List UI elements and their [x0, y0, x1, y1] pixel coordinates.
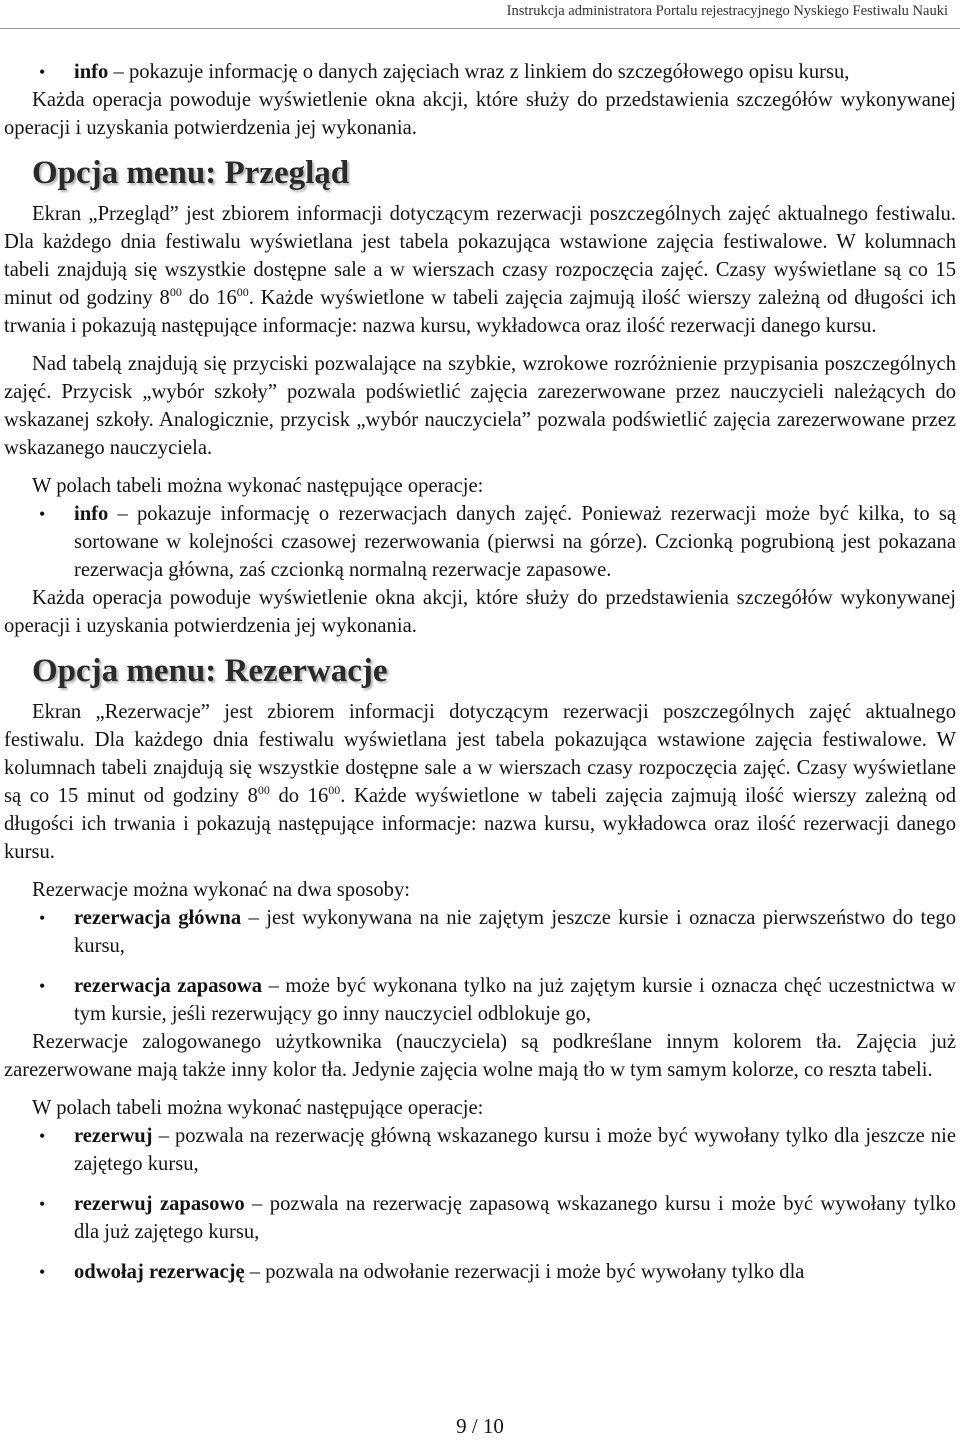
operation-description: – może być wykonana tylko na już zajętym kursie i oznacza chęć uczestnictwa w tym kursie, jeśli rezerwujący go inny nauczyciel odblokuje go, [74, 975, 956, 1025]
page-number: 9 / 10 [456, 1414, 504, 1438]
paragraph: Ekran „Przegląd” jest zbiorem informacji dotyczącym rezerwacji poszczególnych zajęć aktualnego festiwalu. Dla każdego dnia festiwalu wyświetlana jest tabela pokazująca wstawione zajęcia festiwalowe. W kolumnach tabeli znajdują się wszystkie dostępne sale a w wierszach czasy rozpoczęcia zajęć. Czasy wyświetlane są co 15 minut od godziny $8^{00}$ do $16^{00}$. Każde wyświetlone w tabeli zajęcia zajmują ilość wierszy zależną od długości ich trwania i pokazują następujące informacje: nazwa kursu, wykładowca oraz ilość rezerwacji danego kursu. [4, 203, 956, 337]
przeglad-operations-list [4, 500, 956, 584]
operation-term: info [74, 503, 109, 525]
section-heading-rezerwacje: Opcja menu: Rezerwacje [32, 653, 388, 689]
list-item [4, 1122, 956, 1178]
paragraph: Ekran „Rezerwacje” jest zbiorem informacji dotyczącym rezerwacji poszczególnych zajęć aktualnego festiwalu. Dla każdego dnia festiwalu wyświetlana jest tabela pokazująca wstawione zajęcia festiwalowe. W kolumnach tabeli znajdują się wszystkie dostępne sale a w wierszach czasy rozpoczęcia zajęć. Czasy wyświetlane są co 15 minut od godziny $8^{00}$ do $16^{00}$. Każde wyświetlone w tabeli zajęcia zajmują ilość wierszy zależną od długości ich trwania i pokazują następujące informacje: nazwa kursu, wykładowca oraz ilość rezerwacji danego kursu. [4, 701, 957, 863]
bullet-icon: • [39, 1262, 46, 1282]
operation-description: – pozwala na rezerwację główną wskazanego kursu i może być wywołany tylko dla jeszcze nie zajętego kursu, [74, 1125, 956, 1175]
rezerwacje-operations-list [4, 1122, 956, 1286]
operation-description: – jest wykonywana na nie zajętym jeszcze kursie i oznacza pierwszeństwo do tego kursu, [74, 907, 956, 957]
bullet-icon: • [39, 976, 46, 996]
paragraph: Każda operacja powoduje wyświetlenie okna akcji, które służy do przedstawienia szczegółów wykonywanej operacji i uzyskania potwierdzenia jej wykonania. [4, 89, 956, 139]
document-title: Instrukcja administratora Portalu rejestracyjnego Nyskiego Festiwalu Nauki [506, 3, 948, 19]
operation-description: – pozwala na rezerwację zapasową wskazanego kursu i może być wywołany tylko dla już zajętego kursu, [74, 1193, 956, 1243]
list-item [4, 1258, 956, 1286]
bullet-icon: • [39, 908, 46, 928]
bullet-icon: • [39, 1126, 46, 1146]
top-bullet-list [4, 58, 956, 86]
operation-term: info [74, 61, 109, 83]
paragraph: Rezerwacje można wykonać na dwa sposoby: [32, 879, 410, 901]
operation-term: odwołaj rezerwację [74, 1261, 245, 1283]
bullet-icon: • [39, 62, 46, 82]
operation-term: rezerwuj [74, 1125, 153, 1147]
paragraph: Nad tabelą znajdują się przyciski pozwalające na szybkie, wzrokowe rozróżnienie przypisania poszczególnych zajęć. Przycisk „wybór szkoły” pozwala podświetlić zajęcia zarezerwowane przez nauczycieli należących do wskazanej szkoły. Analogicznie, przycisk „wybór nauczyciela” pozwala podświetlić zajęcia zarezerwowane przez wskazanego nauczyciela. [4, 353, 956, 459]
list-item [4, 972, 956, 1028]
operation-description: – pokazuje informację o rezerwacjach danych zajęć. Ponieważ rezerwacji może być kilka, to są sortowane w kolejności czasowej rezerwowania (pierwsi na górze). Czcionką pogrubioną jest pokazana rezerwacja główna, zaś czcionką normalną rezerwacje zapasowe. [74, 503, 956, 581]
operation-description: – pokazuje informację o danych zajęciach wraz z linkiem do szczegółowego opisu kursu, [108, 61, 850, 83]
list-item [4, 58, 956, 86]
paragraph: Rezerwacje zalogowanego użytkownika (nauczyciela) są podkreślane innym kolorem tła. Zajęcia już zarezerwowane mają także inny kolor tła. Jedynie zajęcia wolne mają tło w tym samym kolorze, co reszta tabeli. [4, 1031, 956, 1081]
paragraph: Każda operacja powoduje wyświetlenie okna akcji, które służy do przedstawienia szczegółów wykonywanej operacji i uzyskania potwierdzenia jej wykonania. [4, 587, 956, 637]
paragraph: W polach tabeli można wykonać następujące operacje: [32, 475, 484, 497]
running-header [0, 0, 960, 29]
list-item [4, 1190, 956, 1246]
operation-term: rezerwacja główna [74, 907, 242, 929]
section-heading-przeglad: Opcja menu: Przegląd [32, 155, 350, 191]
page-content [4, 58, 956, 1286]
operation-term: rezerwacja zapasowa [74, 975, 262, 997]
reservation-ways-list [4, 904, 956, 1028]
operation-term: rezerwuj zapasowo [74, 1193, 245, 1215]
bullet-icon: • [39, 504, 46, 524]
operation-description: – pozwala na odwołanie rezerwacji i może być wywołany tylko dla [244, 1261, 805, 1283]
list-item [4, 500, 956, 584]
list-item [4, 904, 956, 960]
paragraph: W polach tabeli można wykonać następujące operacje: [32, 1097, 484, 1119]
bullet-icon: • [39, 1194, 46, 1214]
